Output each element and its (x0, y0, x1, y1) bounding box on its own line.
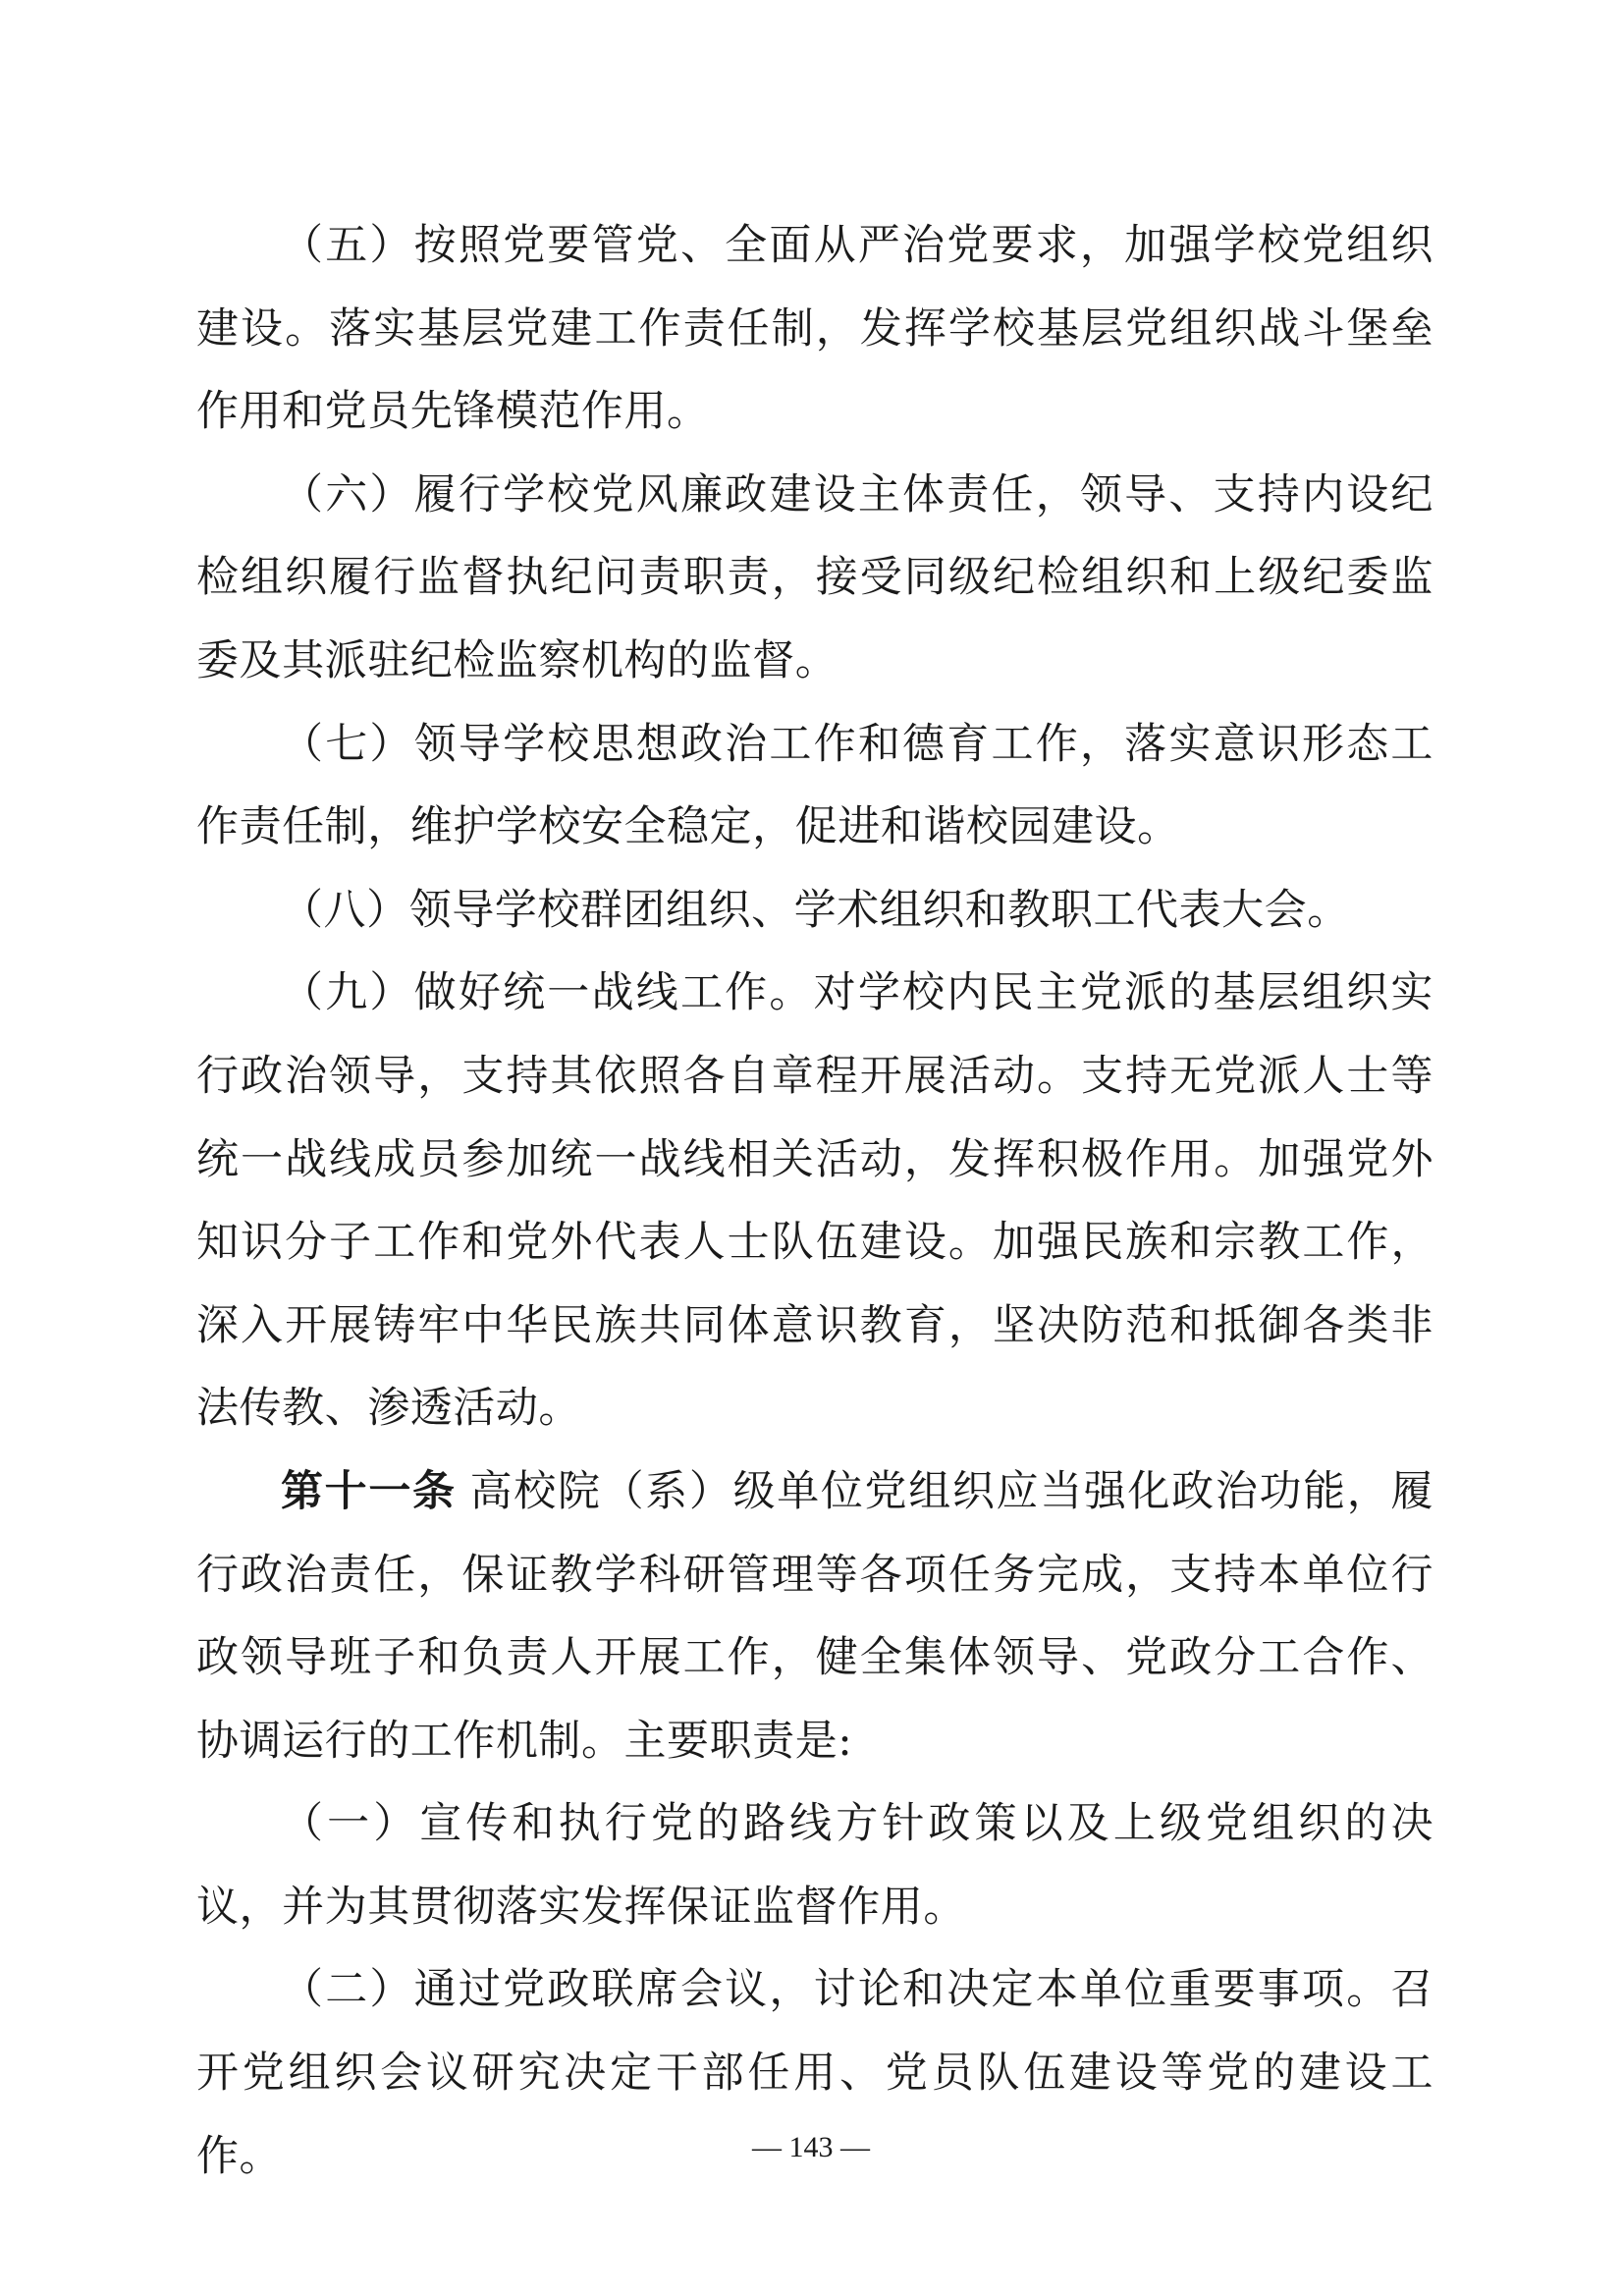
paragraph-item-7: （七）领导学校思想政治工作和德育工作，落实意识形态工作责任制，维护学校安全稳定，促进和谐校园建设。 (196, 719, 1433, 852)
paragraph-item-1: （一）宣传和执行党的路线方针政策以及上级党组织的决议，并为其贯彻落实发挥保证监督作用。 (196, 1799, 1433, 1932)
paragraph-item-2: （二）通过党政联席会议，讨论和决定本单位重要事项。召开党组织会议研究决定干部任用、党员队伍建设等党的建设工作。 (196, 1965, 1433, 2181)
paragraph-item-9: （九）做好统一战线工作。对学校内民主党派的基层组织实行政治领导，支持其依照各自章程开展活动。支持无党派人士等统一战线成员参加统一战线相关活动，发挥积极作用。加强党外知识分子工作和党外代表人士队伍建设。加强民族和宗教工作，深入开展铸牢中华民族共同体意识教育，坚决防范和抵御各类非法传教、渗透活动。 (196, 968, 1433, 1434)
paragraph-item-6: （六）履行学校党风廉政建设主体责任，领导、支持内设纪检组织履行监督执纪问责职责，接受同级纪检组织和上级纪委监委及其派驻纪检监察机构的监督。 (196, 469, 1433, 685)
page-number: — 143 — (752, 2131, 870, 2163)
article-11-paragraph (196, 1450, 1433, 1782)
paragraph-item-8: （八）领导学校群团组织、学术组织和教职工代表大会。 (281, 885, 1350, 935)
paragraph-item-5: （五）按照党要管党、全面从严治党要求，加强学校党组织建设。落实基层党建工作责任制，发挥学校基层党组织战斗堡垒作用和党员先锋模范作用。 (196, 221, 1433, 437)
article-title: 第十一条 (281, 1466, 457, 1516)
article-11-text: 高校院（系）级单位党组织应当强化政治功能，履行政治责任，保证教学科研管理等各项任务完成，支持本单位行政领导班子和负责人开展工作，健全集体领导、党政分工合作、协调运行的工作机制。主要职责是: (196, 1466, 1433, 1766)
document-body (196, 204, 1433, 2198)
